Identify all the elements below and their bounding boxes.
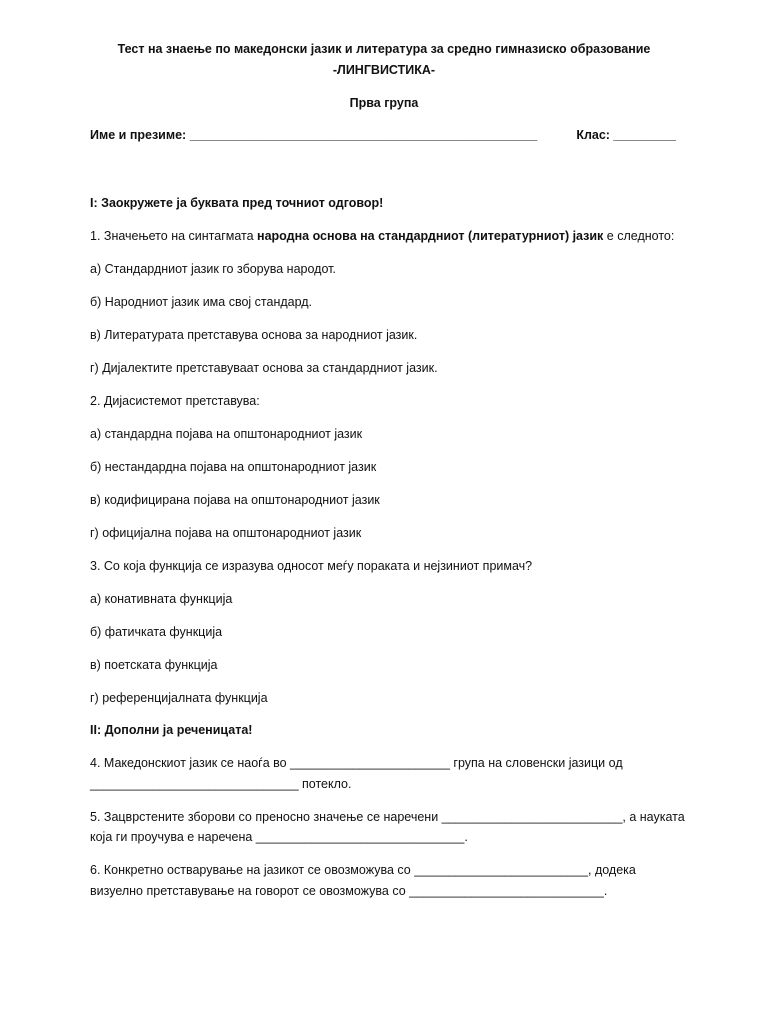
question-1-suffix: е следното: (603, 229, 675, 243)
class-label: Клас: (576, 128, 614, 142)
identity-row (90, 128, 676, 142)
question-1-emphasis: народна основа на стандардниот (литературниот) јазик (257, 229, 604, 243)
name-field[interactable]: __________________________________________________ (189, 128, 538, 142)
q1-option-c[interactable]: в) Литературата претставува основа за народниот јазик. (90, 328, 418, 342)
section-1-heading: I: Заокружете ја буквата пред точниот одговор! (90, 196, 384, 210)
q3-option-d[interactable]: г) референцијалната функција (90, 691, 268, 705)
question-4-line-1[interactable]: 4. Македонскиот јазик се наоѓа во _______________________ група на словенски јазици од (90, 756, 623, 770)
q3-option-c[interactable]: в) поетската функција (90, 658, 218, 672)
name-label: Име и презиме: (90, 128, 190, 142)
q1-option-a[interactable]: а) Стандардниот јазик го зборува народот. (90, 262, 336, 276)
question-6-line-1[interactable]: 6. Конкретно остварување на јазикот се овозможува со _________________________, додека (90, 863, 636, 877)
question-1 (90, 229, 674, 243)
group-label: Прва група (349, 96, 419, 110)
question-5-line-1[interactable]: 5. Зацврстените зборови со преносно значење се наречени __________________________, а науката (90, 810, 685, 824)
question-2: 2. Дијасистемот претставува: (90, 394, 260, 408)
q1-option-b[interactable]: б) Народниот јазик има свој стандард. (90, 295, 313, 309)
question-4-line-2[interactable]: ______________________________ потекло. (90, 777, 352, 791)
q2-option-b[interactable]: б) нестандардна појава на општонародниот јазик (90, 460, 377, 474)
question-5-line-2[interactable]: која ги проучува е наречена ______________________________. (90, 830, 468, 844)
question-1-prefix: 1. Значењето на синтагмата (90, 229, 258, 243)
q3-option-a[interactable]: а) конативната функција (90, 592, 233, 606)
question-3: 3. Со која функција се изразува односот меѓу пораката и нејзиниот примач? (90, 559, 533, 573)
class-group (576, 128, 676, 142)
q2-option-a[interactable]: а) стандардна појава на општонародниот јазик (90, 427, 363, 441)
q2-option-c[interactable]: в) кодифицирана појава на општонародниот јазик (90, 493, 380, 507)
question-6-line-2[interactable]: визуелно претставување на говорот се овозможува со ____________________________. (90, 884, 608, 898)
document-title: Тест на знаење по македонски јазик и литература за средно гимназиско образование (117, 42, 651, 56)
q2-option-d[interactable]: г) официјална појава на општонародниот јазик (90, 526, 362, 540)
document-subtitle: -ЛИНГВИСТИКА- (332, 63, 436, 77)
q1-option-d[interactable]: г) Дијалектите претставуваат основа за стандардниот јазик. (90, 361, 438, 375)
section-2-heading: II: Дополни ја реченицата! (90, 723, 253, 737)
q3-option-b[interactable]: б) фатичката функција (90, 625, 223, 639)
class-field[interactable]: _________ (613, 128, 676, 142)
